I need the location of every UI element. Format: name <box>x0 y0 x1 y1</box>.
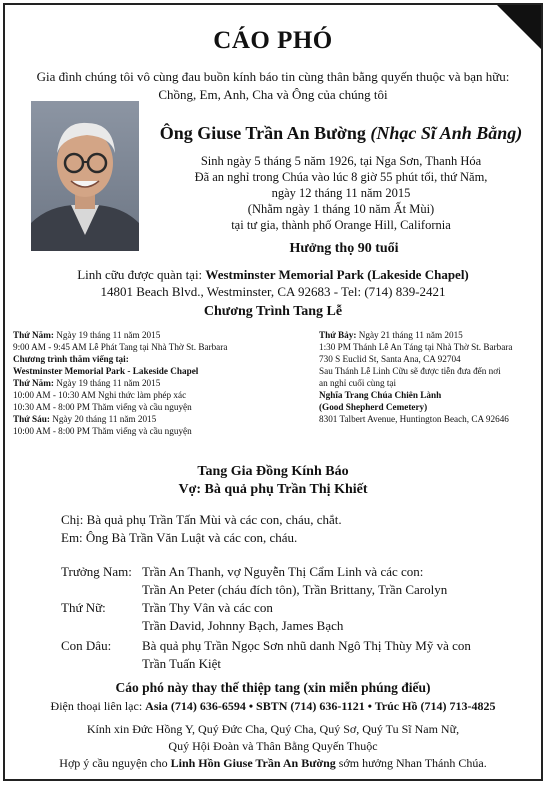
eldest-son-line-1: Trần An Thanh, vợ Nguyễn Thị Cẩm Linh và các con: <box>142 564 424 579</box>
schedule-line: (Good Shepherd Cemetery) <box>319 402 428 412</box>
schedule-line: 10:00 AM - 10:30 AM Nghi thức làm phép xác <box>13 390 187 400</box>
page-title: CÁO PHÓ <box>213 27 333 54</box>
death-info-2: ngày 12 tháng 11 năm 2015 <box>271 186 411 200</box>
schedule-line: 1:30 PM Thánh Lễ An Táng tại Nhà Thờ St. Barbara <box>319 342 513 352</box>
eldest-son-line-2: Trần An Peter (cháu đích tôn), Trần Brittany, Trần Carolyn <box>142 582 448 597</box>
eldest-son-label: Trưởng Nam: <box>61 564 132 579</box>
schedule-line: Thứ Bảy: Ngày 21 tháng 11 năm 2015 <box>319 330 463 340</box>
thanks-line-1: Kính xin Đức Hồng Y, Quý Đức Cha, Quý Cha, Quý Sơ, Quý Tu Sĩ Nam Nữ, <box>86 722 460 736</box>
contact-line: Điện thoại liên lạc: Asia (714) 636-6594 • SBTN (714) 636-1121 • Trúc Hồ (714) 713-4825 <box>50 699 496 713</box>
daughter-line-2: Trần David, Johnny Bạch, James Bạch <box>142 618 344 633</box>
schedule-line: 8301 Talbert Avenue, Huntington Beach, CA 92646 <box>319 414 509 424</box>
viewing-location: Linh cữu được quàn tại: Westminster Memorial Park (Lakeside Chapel) <box>77 267 469 282</box>
daughter-in-law-line-1: Bà quả phụ Trần Ngọc Sơn nhũ danh Ngô Thị Thùy Mỹ và con <box>142 638 471 653</box>
death-info-1: Đã an nghỉ trong Chúa vào lúc 8 giờ 55 phút tối, thứ Năm, <box>194 170 488 184</box>
intro-line-2: Chồng, Em, Anh, Cha và Ông của chúng tôi <box>158 87 388 102</box>
schedule-line: 10:00 AM - 8:00 PM Thăm viếng và cầu nguyện <box>13 426 192 436</box>
daughter-label: Thứ Nữ: <box>61 600 106 615</box>
schedule-line: Chương trình thăm viếng tại: <box>13 354 129 364</box>
schedule-left <box>13 329 227 437</box>
intro-line-1: Gia đình chúng tôi vô cùng đau buồn kính báo tin cùng thân bằng quyến thuộc và bạn hữu: <box>36 69 510 84</box>
daughter-in-law-line-2: Trần Tuấn Kiệt <box>142 656 221 671</box>
program-title: Chương Trình Tang Lễ <box>203 304 343 319</box>
daughter-in-law-label: Con Dâu: <box>61 638 112 653</box>
deceased-info <box>147 153 535 233</box>
brother-line: Em: Ông Bà Trần Văn Luật và các con, cháu. <box>61 530 298 545</box>
prayer-line: Hợp ý cầu nguyện cho Linh Hồn Giuse Trần An Bường sớm hưởng Nhan Thánh Chúa. <box>59 756 487 770</box>
daughter-line-1: Trần Thy Vân và các con <box>142 600 273 615</box>
schedule-line: 9:00 AM - 9:45 AM Lễ Phát Tang tại Nhà Thờ St. Barbara <box>13 342 228 352</box>
obituary-note: Cáo phó này thay thế thiệp tang (xin miễn phúng điếu) <box>115 680 431 695</box>
age-line: Hưởng thọ 90 tuổi <box>289 241 399 256</box>
viewing-address: 14801 Beach Blvd., Westminster, CA 92683 - Tel: (714) 839-2421 <box>100 284 446 299</box>
sister-line: Chị: Bà quả phụ Trần Tấn Mùi và các con, cháu, chắt. <box>61 512 342 527</box>
schedule-line: Thứ Năm: Ngày 19 tháng 11 năm 2015 <box>13 330 161 340</box>
schedule-line: Thứ Năm: Ngày 19 tháng 11 năm 2015 <box>13 378 161 388</box>
schedule-line: Sau Thánh Lễ Linh Cữu sẽ được tiễn đưa đến nơi <box>319 366 501 376</box>
family-header: Tang Gia Đồng Kính Báo <box>197 464 349 479</box>
schedule-line: Nghĩa Trang Chúa Chiên Lành <box>319 390 442 400</box>
death-place: tại tư gia, thành phố Orange Hill, California <box>231 218 451 232</box>
obituary-card <box>3 3 543 781</box>
schedule-line: Thứ Sáu: Ngày 20 tháng 11 năm 2015 <box>13 414 157 424</box>
wife-line: Vợ: Bà quả phụ Trần Thị Khiết <box>178 482 368 497</box>
thanks-line-2: Quý Hội Đoàn và Thân Bằng Quyến Thuộc <box>168 739 378 753</box>
schedule-line: Westminster Memorial Park - Lakeside Chapel <box>13 366 199 376</box>
lunar-date: (Nhằm ngày 1 tháng 10 năm Ất Mùi) <box>247 202 435 216</box>
portrait-photo <box>31 101 139 251</box>
deceased-name: Ông Giuse Trần An Bường (Nhạc Sĩ Anh Bằng) <box>159 123 523 143</box>
birth-info: Sinh ngày 5 tháng 5 năm 1926, tại Nga Sơn, Thanh Hóa <box>200 154 482 168</box>
schedule-right <box>319 329 512 425</box>
schedule-line: 730 S Euclid St, Santa Ana, CA 92704 <box>319 354 461 364</box>
schedule-line: an nghỉ cuối cùng tại <box>319 378 397 388</box>
schedule-line: 10:30 AM - 8:00 PM Thăm viếng và cầu nguyện <box>13 402 192 412</box>
